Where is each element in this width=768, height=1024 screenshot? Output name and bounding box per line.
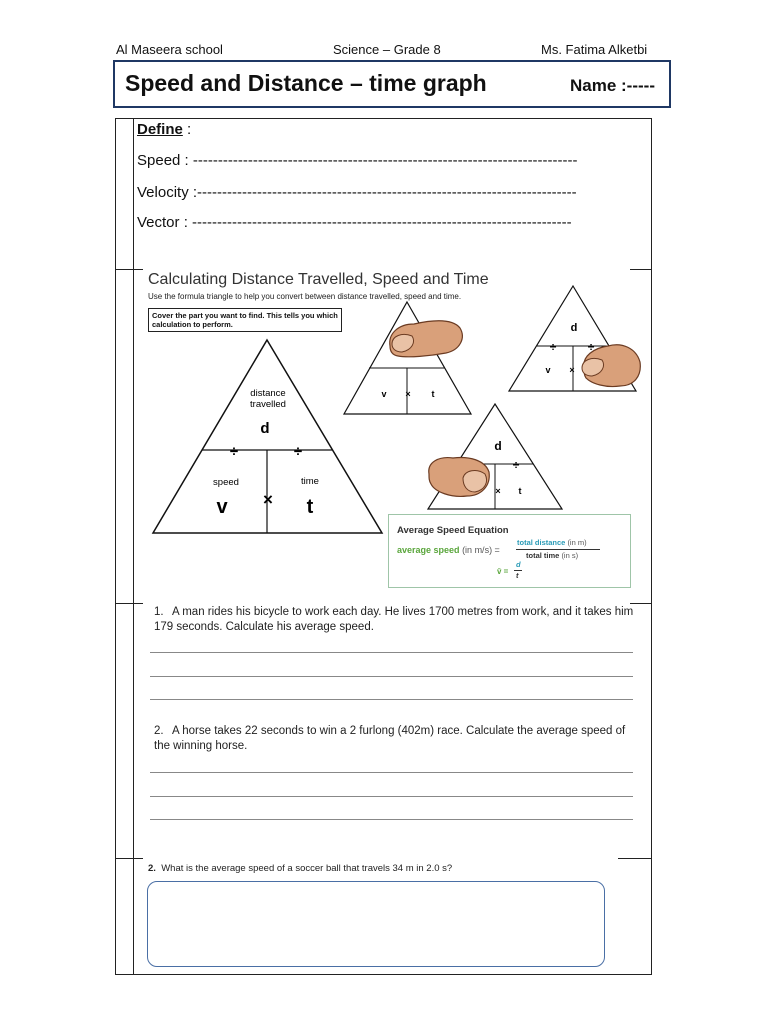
define-dashes: ----------------------------------------------------------------------------- xyxy=(192,152,578,169)
short-formula-v: v̄ = xyxy=(497,567,509,576)
symbol-t: t xyxy=(306,496,314,518)
question-number: 1. xyxy=(154,606,164,618)
section-divider-left xyxy=(115,269,143,270)
denominator-unit: (in s) xyxy=(561,551,579,560)
school-name: Al Maseera school xyxy=(116,42,223,57)
symbol-v: v xyxy=(216,496,228,518)
symbol-d: d xyxy=(260,420,270,437)
subject-grade: Science – Grade 8 xyxy=(333,42,441,57)
answer-line[interactable] xyxy=(150,676,633,677)
symbol-d: d xyxy=(570,322,578,334)
label-distance: distance xyxy=(250,388,286,399)
define-row-velocity xyxy=(137,184,577,201)
section-divider-right xyxy=(630,269,652,270)
section-divider-right xyxy=(618,858,652,859)
answer-line[interactable] xyxy=(150,699,633,700)
question-2 xyxy=(154,724,639,754)
avg-speed-label xyxy=(397,545,500,555)
question-text: A man rides his bicycle to work each day. He lives 1700 metres from work, and it takes him 179 seconds. Calculate his average speed. xyxy=(154,606,634,633)
define-row-speed xyxy=(137,152,578,169)
define-colon: : xyxy=(182,121,192,138)
numerator-term: total distance xyxy=(517,538,566,547)
answer-box[interactable] xyxy=(147,881,605,967)
name-field-label: Name :----- xyxy=(570,76,655,95)
answer-line[interactable] xyxy=(150,819,633,820)
denominator-term: total time xyxy=(526,551,560,560)
avg-speed-unit: (in m/s) = xyxy=(462,545,500,555)
divide-symbol: ÷ xyxy=(549,340,557,354)
answer-line[interactable] xyxy=(150,652,633,653)
short-formula-t: t xyxy=(516,571,519,580)
question-1 xyxy=(154,605,639,635)
short-formula-d: d xyxy=(516,560,521,569)
finger-icon xyxy=(574,334,644,394)
finger-icon xyxy=(390,321,463,357)
symbol-d: d xyxy=(494,439,502,453)
question-text: What is the average speed of a soccer ball that travels 34 m in 2.0 s? xyxy=(161,863,453,874)
times-symbol: × xyxy=(569,365,575,375)
answer-line[interactable] xyxy=(150,796,633,797)
section-divider-right xyxy=(630,603,652,604)
label-time: time xyxy=(301,476,319,487)
question-text: A horse takes 22 seconds to win a 2 furlong (402m) race. Calculate the average speed of the winning horse. xyxy=(154,725,626,752)
title-box xyxy=(113,60,671,108)
avg-speed-title: Average Speed Equation xyxy=(397,525,509,536)
define-label: Define xyxy=(137,121,183,138)
section-divider-left xyxy=(115,858,143,859)
divide-symbol: ÷ xyxy=(229,443,239,460)
avg-speed-term: average speed xyxy=(397,545,460,555)
divide-symbol: ÷ xyxy=(587,340,595,354)
times-symbol: × xyxy=(263,490,273,509)
divide-symbol: ÷ xyxy=(512,458,520,472)
define-term: Vector : xyxy=(137,214,193,231)
times-symbol: × xyxy=(495,486,501,496)
cover-note: Cover the part you want to find. This tells you which calculation to perform. xyxy=(148,308,342,332)
label-travelled: travelled xyxy=(250,399,286,410)
fraction-bar xyxy=(516,549,600,550)
answer-line[interactable] xyxy=(150,772,633,773)
calc-title: Calculating Distance Travelled, Speed and Time xyxy=(148,271,489,288)
section-divider-left xyxy=(115,603,143,604)
finger-icon xyxy=(429,458,489,497)
times-symbol: × xyxy=(405,389,411,399)
symbol-v: v xyxy=(381,389,387,399)
question-number: 2. xyxy=(154,725,164,737)
label-speed: speed xyxy=(213,477,239,488)
avg-speed-numerator xyxy=(517,538,587,547)
define-heading xyxy=(137,121,191,138)
question-number: 2. xyxy=(148,863,156,874)
teacher-name: Ms. Fatima Alketbi xyxy=(541,42,648,57)
define-dashes: ---------------------------------------------------------------------------- xyxy=(192,214,572,231)
symbol-t: t xyxy=(518,486,522,496)
formula-triangle-find-d xyxy=(342,298,474,418)
question-3 xyxy=(148,863,452,874)
margin-line xyxy=(133,118,134,975)
page-title: Speed and Distance – time graph xyxy=(125,70,487,96)
avg-speed-denominator xyxy=(526,551,578,560)
calc-subtitle: Use the formula triangle to help you convert between distance travelled, speed and time. xyxy=(148,292,462,301)
symbol-t: t xyxy=(431,389,435,399)
define-term: Velocity : xyxy=(137,184,198,201)
average-speed-equation-box xyxy=(388,514,631,588)
define-row-vector xyxy=(137,214,572,231)
numerator-unit: (in m) xyxy=(567,538,587,547)
symbol-v: v xyxy=(545,365,551,375)
define-term: Speed : xyxy=(137,152,193,169)
formula-triangle-find-v xyxy=(425,402,565,512)
define-dashes: ---------------------------------------------------------------------------- xyxy=(197,184,577,201)
divide-symbol: ÷ xyxy=(293,443,303,460)
